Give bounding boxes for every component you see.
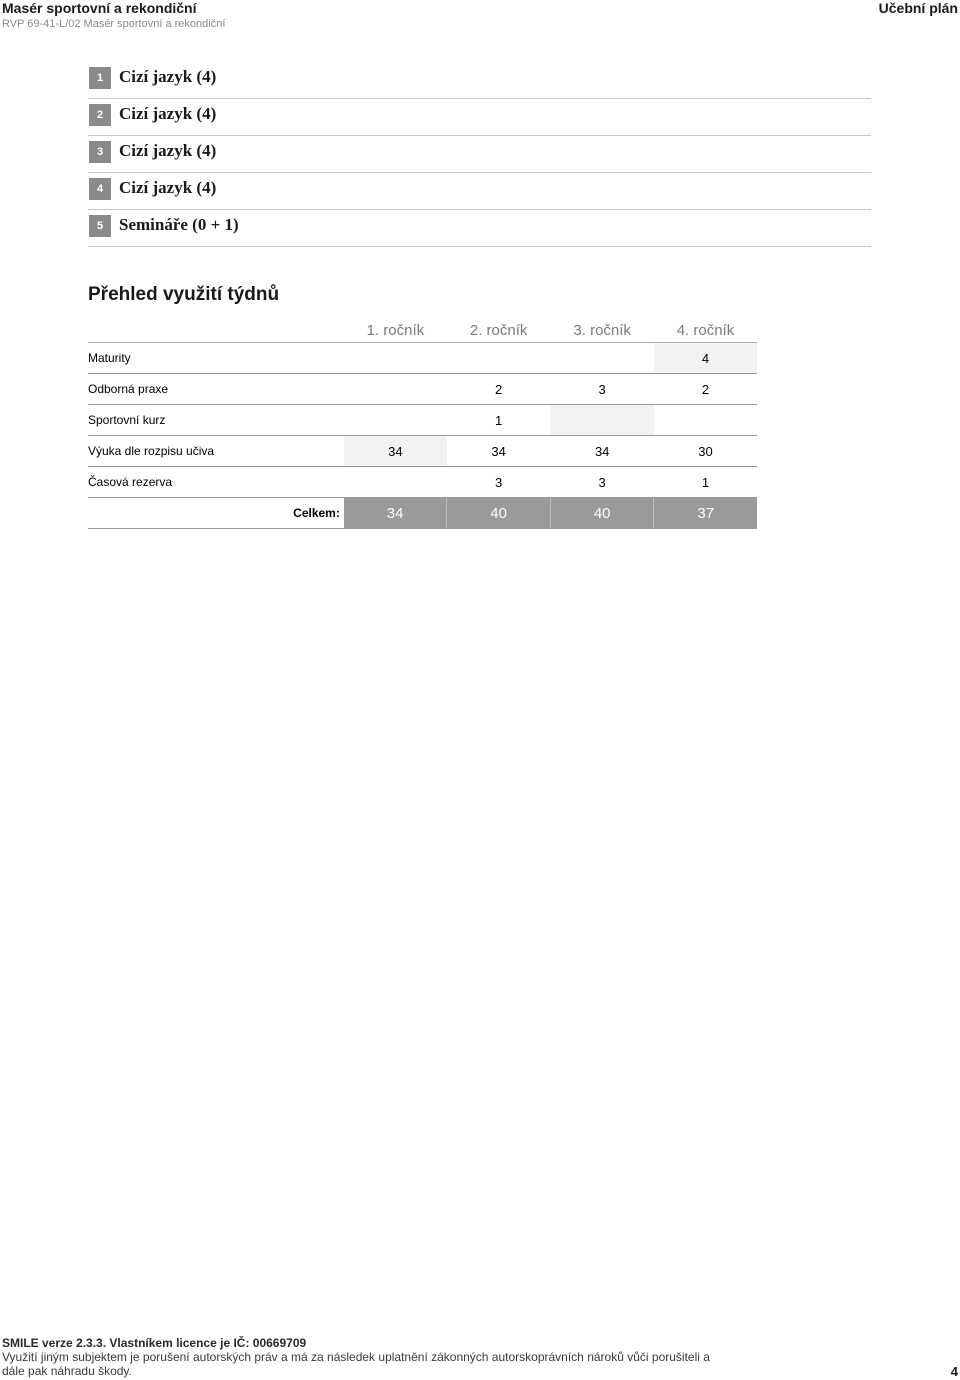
table-row	[88, 405, 757, 436]
item-label: Cizí jazyk (4)	[119, 67, 217, 86]
header-section-label: Učební plán	[878, 0, 958, 16]
table-cell: 30	[654, 436, 757, 467]
footer-copyright-cont: dále pak náhradu škody.	[2, 1364, 132, 1378]
column-header: 1. ročník	[344, 318, 447, 343]
table-cell	[447, 343, 551, 374]
row-label: Sportovní kurz	[88, 405, 344, 436]
table-cell: 3	[550, 374, 654, 405]
table-total-row	[88, 498, 757, 529]
table-cell: 3	[447, 467, 551, 498]
item-label: Semináře (0 + 1)	[119, 215, 239, 234]
item-label: Cizí jazyk (4)	[119, 141, 217, 160]
table-cell	[654, 405, 757, 436]
total-label: Celkem:	[88, 498, 344, 529]
header-title: Masér sportovní a rekondiční	[2, 0, 197, 16]
table-cell: 3	[550, 467, 654, 498]
table-cell	[550, 405, 654, 436]
table-cell: 34	[344, 436, 447, 467]
column-header: 4. ročník	[654, 318, 757, 343]
list-item	[88, 99, 871, 136]
table-cell: 4	[654, 343, 757, 374]
item-number-badge: 3	[89, 141, 111, 163]
table-cell	[550, 343, 654, 374]
plan-list	[88, 62, 871, 247]
table-row	[88, 436, 757, 467]
table-row	[88, 467, 757, 498]
item-label: Cizí jazyk (4)	[119, 178, 217, 197]
table-cell: 1	[447, 405, 551, 436]
table-cell: 34	[447, 436, 551, 467]
table-cell	[344, 405, 447, 436]
table-row	[88, 343, 757, 374]
list-item	[88, 173, 871, 210]
table-cell	[344, 467, 447, 498]
total-cell: 40	[447, 498, 551, 529]
item-label: Cizí jazyk (4)	[119, 104, 217, 123]
item-number-badge: 5	[89, 215, 111, 237]
row-label: Výuka dle rozpisu učiva	[88, 436, 344, 467]
total-cell: 34	[344, 498, 447, 529]
weeks-table	[88, 318, 757, 529]
column-header: 2. ročník	[447, 318, 551, 343]
table-cell: 2	[447, 374, 551, 405]
table-header-row	[88, 318, 757, 343]
item-number-badge: 4	[89, 178, 111, 200]
footer	[2, 1336, 802, 1378]
list-item	[88, 210, 871, 247]
table-cell: 2	[654, 374, 757, 405]
table-cell	[344, 374, 447, 405]
table-row	[88, 374, 757, 405]
total-cell: 40	[550, 498, 654, 529]
list-item	[88, 62, 871, 99]
table-cell	[344, 343, 447, 374]
row-label: Časová rezerva	[88, 467, 344, 498]
list-item	[88, 136, 871, 173]
item-number-badge: 1	[89, 67, 111, 89]
footer-copyright: Využití jiným subjektem je porušení autorských práv a má za následek uplatnění zákonných autorskoprávních nároků vůči porušiteli a	[2, 1350, 710, 1364]
total-cell: 37	[654, 498, 757, 529]
table-header-empty	[88, 318, 344, 343]
row-label: Odborná praxe	[88, 374, 344, 405]
header-subtitle: RVP 69-41-L/02 Masér sportovní a rekondiční	[2, 18, 226, 30]
row-label: Maturity	[88, 343, 344, 374]
table-cell: 34	[550, 436, 654, 467]
footer-license: SMILE verze 2.3.3. Vlastníkem licence je IČ: 00669709	[2, 1336, 307, 1350]
item-number-badge: 2	[89, 104, 111, 126]
page-number: 4	[950, 1364, 958, 1379]
table-cell: 1	[654, 467, 757, 498]
section-title: Přehled využití týdnů	[88, 284, 280, 305]
column-header: 3. ročník	[550, 318, 654, 343]
